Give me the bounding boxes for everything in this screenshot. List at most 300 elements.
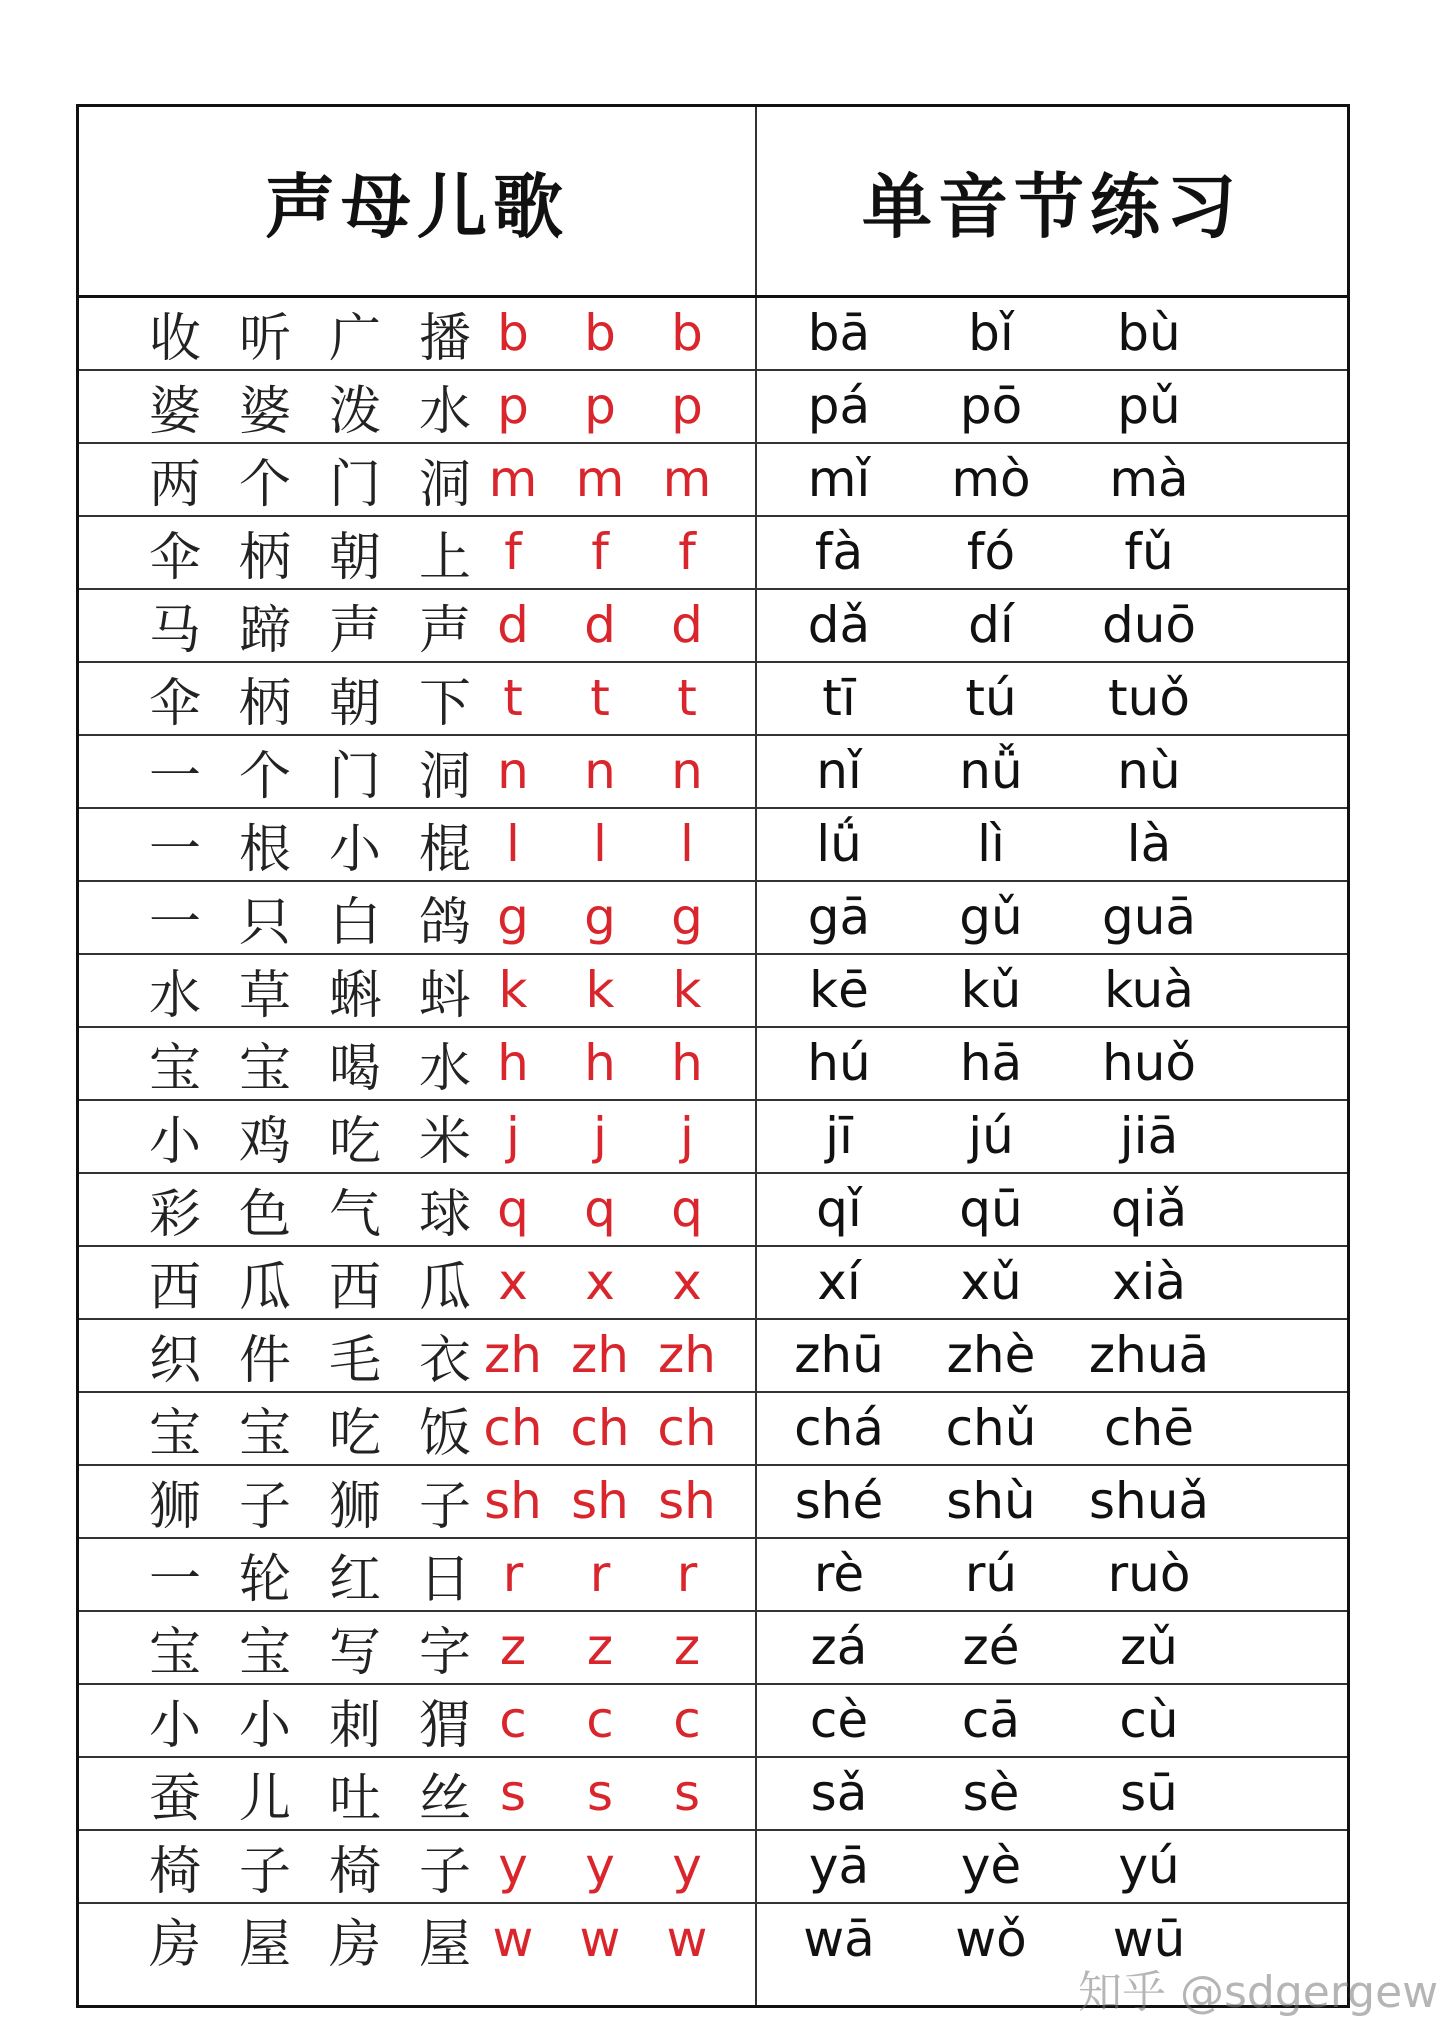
syllables-cell (759, 1612, 1347, 1683)
initial-letter: n (671, 742, 703, 800)
syllable: mǐ (807, 450, 871, 508)
rhyme-char: 瓜 (238, 1258, 291, 1318)
rhyme-char: 洞 (418, 455, 471, 515)
syllable: qiǎ (1110, 1180, 1188, 1238)
initial-letter: m (662, 450, 712, 508)
rhyme-cell (145, 1831, 475, 1902)
syllable: fà (814, 523, 864, 581)
table-row (79, 736, 1347, 809)
initial-letter: m (488, 450, 538, 508)
initial-letter: f (678, 523, 696, 581)
initial-letter: f (591, 523, 609, 581)
syllable: hā (959, 1034, 1023, 1092)
initial-letter: k (498, 961, 528, 1019)
rhyme-char: 房 (148, 1915, 201, 1975)
syllable: rú (964, 1545, 1018, 1603)
syllables-cell (759, 882, 1347, 953)
syllable: fó (966, 523, 1016, 581)
rhyme-cell (145, 663, 475, 734)
rhyme-char: 柄 (238, 528, 291, 588)
syllable: wū (1112, 1910, 1186, 1968)
syllable: zé (962, 1618, 1020, 1676)
initials-cell (463, 371, 763, 442)
initial-letter: zh (658, 1326, 716, 1384)
rhyme-char: 水 (418, 1039, 471, 1099)
pinyin-table (76, 104, 1350, 2008)
initials-cell (463, 1685, 763, 1756)
initial-letter: g (671, 888, 703, 946)
rhyme-char: 一 (148, 820, 201, 880)
syllable: qǐ (816, 1180, 862, 1238)
rhyme-char: 写 (328, 1623, 381, 1683)
syllables-cell (759, 517, 1347, 588)
initial-letter: s (586, 1764, 614, 1822)
initial-letter: z (499, 1618, 527, 1676)
rhyme-char: 鸡 (238, 1112, 291, 1172)
initials-cell (463, 590, 763, 661)
table-row (79, 1393, 1347, 1466)
syllables-cell (759, 1028, 1347, 1099)
initial-letter: s (499, 1764, 527, 1822)
syllable: fǔ (1124, 523, 1174, 581)
rhyme-char: 蚕 (148, 1769, 201, 1829)
initial-letter: p (584, 377, 616, 435)
watermark: 知乎 @sdgergew (1078, 1967, 1439, 2018)
syllable: cè (809, 1691, 869, 1749)
initial-letter: f (504, 523, 522, 581)
syllable: zǔ (1120, 1618, 1178, 1676)
initials-cell (463, 1101, 763, 1172)
rhyme-cell (145, 1101, 475, 1172)
syllables-cell (759, 444, 1347, 515)
syllable: dǎ (807, 596, 871, 654)
syllable: gā (807, 888, 871, 946)
rhyme-char: 吃 (328, 1112, 381, 1172)
initial-letter: x (672, 1253, 702, 1311)
initial-letter: c (586, 1691, 614, 1749)
table-row (79, 590, 1347, 663)
rhyme-char: 球 (418, 1185, 471, 1245)
initial-letter: p (497, 377, 529, 435)
syllable: xí (817, 1253, 861, 1311)
rhyme-cell (145, 1685, 475, 1756)
initial-letter: sh (484, 1472, 542, 1530)
initial-letter: s (673, 1764, 701, 1822)
rhyme-char: 丝 (418, 1769, 471, 1829)
initial-letter: sh (571, 1472, 629, 1530)
rhyme-cell (145, 371, 475, 442)
rhyme-char: 草 (238, 966, 291, 1026)
rhyme-cell (145, 590, 475, 661)
syllable: kǔ (960, 961, 1022, 1019)
rhyme-char: 棍 (418, 820, 471, 880)
initial-letter: m (575, 450, 625, 508)
initial-letter: q (584, 1180, 616, 1238)
initial-letter: z (673, 1618, 701, 1676)
rhyme-char: 上 (418, 528, 471, 588)
initial-letter: d (584, 596, 616, 654)
rhyme-cell (145, 1393, 475, 1464)
initial-letter: ch (657, 1399, 717, 1457)
syllable: dí (968, 596, 1014, 654)
syllable: kuà (1104, 961, 1194, 1019)
initials-cell (463, 809, 763, 880)
rhyme-char: 马 (148, 601, 201, 661)
initial-letter: ch (570, 1399, 630, 1457)
initial-letter: c (499, 1691, 527, 1749)
initial-letter: h (497, 1034, 529, 1092)
rhyme-char: 伞 (148, 674, 201, 734)
rhyme-cell (145, 1904, 475, 1975)
rhyme-char: 水 (148, 966, 201, 1026)
rhyme-char: 气 (328, 1185, 381, 1245)
rhyme-char: 广 (328, 309, 381, 369)
initial-letter: r (676, 1545, 698, 1603)
rhyme-char: 听 (238, 309, 291, 369)
initial-letter: t (503, 669, 523, 727)
syllable: jī (825, 1107, 853, 1165)
rhyme-char: 伞 (148, 528, 201, 588)
initial-letter: k (585, 961, 615, 1019)
rhyme-char: 刺 (328, 1696, 381, 1756)
initial-letter: h (671, 1034, 703, 1092)
initial-letter: n (584, 742, 616, 800)
initial-letter: x (498, 1253, 528, 1311)
rhyme-char: 宝 (238, 1623, 291, 1683)
initials-cell (463, 1831, 763, 1902)
initial-letter: r (502, 1545, 524, 1603)
syllables-cell (759, 1174, 1347, 1245)
rhyme-cell (145, 1758, 475, 1829)
syllables-cell (759, 1831, 1347, 1902)
syllable: jú (968, 1107, 1014, 1165)
initial-letter: z (586, 1618, 614, 1676)
initials-cell (463, 1028, 763, 1099)
syllable: mà (1109, 450, 1189, 508)
table-row (79, 1612, 1347, 1685)
rhyme-char: 彩 (148, 1185, 201, 1245)
rhyme-char: 宝 (148, 1623, 201, 1683)
rhyme-cell (145, 882, 475, 953)
initials-cell (463, 1758, 763, 1829)
syllable: là (1126, 815, 1172, 873)
rhyme-char: 播 (418, 309, 471, 369)
syllables-cell (759, 298, 1347, 369)
syllable: nǐ (816, 742, 862, 800)
rhyme-char: 朝 (328, 528, 381, 588)
rhyme-char: 轮 (238, 1550, 291, 1610)
syllable: nǚ (959, 742, 1023, 800)
rhyme-char: 红 (328, 1550, 381, 1610)
initials-cell (463, 955, 763, 1026)
rhyme-char: 儿 (238, 1769, 291, 1829)
syllable: kē (809, 961, 869, 1019)
rhyme-char: 小 (148, 1696, 201, 1756)
table-row (79, 1539, 1347, 1612)
initials-cell (463, 1247, 763, 1318)
syllable: nù (1117, 742, 1181, 800)
syllable: huǒ (1102, 1034, 1196, 1092)
table-row (79, 1101, 1347, 1174)
rhyme-char: 只 (238, 893, 291, 953)
rhyme-char: 房 (328, 1915, 381, 1975)
rhyme-char: 小 (328, 820, 381, 880)
initial-letter: t (590, 669, 610, 727)
rhyme-char: 婆 (148, 382, 201, 442)
syllable: jiā (1119, 1107, 1179, 1165)
syllable: chá (794, 1399, 884, 1457)
initial-letter: b (584, 304, 616, 362)
rhyme-char: 椅 (148, 1842, 201, 1902)
initial-letter: w (492, 1910, 534, 1968)
syllable: chē (1104, 1399, 1194, 1457)
initial-letter: b (671, 304, 703, 362)
rhyme-char: 猬 (418, 1696, 471, 1756)
syllable: shuǎ (1088, 1472, 1210, 1530)
initials-cell (463, 517, 763, 588)
rhyme-char: 屋 (238, 1915, 291, 1975)
rhyme-char: 宝 (238, 1039, 291, 1099)
initial-letter: p (671, 377, 703, 435)
syllables-cell (759, 1758, 1347, 1829)
initial-letter: g (497, 888, 529, 946)
syllable: cù (1119, 1691, 1179, 1749)
syllable: yè (960, 1837, 1022, 1895)
syllable: wǒ (955, 1910, 1027, 1968)
initial-letter: sh (658, 1472, 716, 1530)
rhyme-char: 子 (238, 1477, 291, 1537)
rhyme-char: 饭 (418, 1404, 471, 1464)
syllable: guā (1101, 888, 1197, 946)
initial-letter: j (506, 1107, 520, 1165)
table-row (79, 517, 1347, 590)
table-body (79, 298, 1347, 2005)
rhyme-char: 吃 (328, 1404, 381, 1464)
initial-letter: j (680, 1107, 694, 1165)
syllable: bù (1117, 304, 1181, 362)
syllable: mò (951, 450, 1031, 508)
rhyme-char: 个 (238, 455, 291, 515)
table-row (79, 298, 1347, 371)
syllable: rè (813, 1545, 865, 1603)
rhyme-char: 西 (148, 1258, 201, 1318)
rhyme-char: 屋 (418, 1915, 471, 1975)
table-row (79, 882, 1347, 955)
initial-letter: l (680, 815, 694, 873)
initial-letter: q (497, 1180, 529, 1238)
rhyme-char: 小 (238, 1696, 291, 1756)
rhyme-char: 蚪 (418, 966, 471, 1026)
initial-letter: d (497, 596, 529, 654)
rhyme-char: 一 (148, 747, 201, 807)
initial-letter: b (497, 304, 529, 362)
syllable: duō (1101, 596, 1197, 654)
rhyme-char: 柄 (238, 674, 291, 734)
syllables-cell (759, 371, 1347, 442)
initial-letter: h (584, 1034, 616, 1092)
syllable: qū (959, 1180, 1023, 1238)
rhyme-char: 声 (418, 601, 471, 661)
table-row (79, 1247, 1347, 1320)
initial-letter: l (593, 815, 607, 873)
rhyme-char: 子 (418, 1477, 471, 1537)
syllable: chǔ (945, 1399, 1037, 1457)
initial-letter: r (589, 1545, 611, 1603)
rhyme-char: 朝 (328, 674, 381, 734)
syllable: sǎ (810, 1764, 868, 1822)
rhyme-char: 色 (238, 1185, 291, 1245)
initial-letter: zh (484, 1326, 542, 1384)
rhyme-char: 门 (328, 747, 381, 807)
rhyme-cell (145, 1466, 475, 1537)
rhyme-char: 瓜 (418, 1258, 471, 1318)
syllable: ruò (1107, 1545, 1191, 1603)
rhyme-char: 两 (148, 455, 201, 515)
syllable: sè (962, 1764, 1020, 1822)
initial-letter: q (671, 1180, 703, 1238)
initial-letter: ch (483, 1399, 543, 1457)
rhyme-cell (145, 1247, 475, 1318)
syllable: zhuā (1088, 1326, 1210, 1384)
rhyme-char: 衣 (418, 1331, 471, 1391)
rhyme-cell (145, 298, 475, 369)
table-row (79, 444, 1347, 517)
syllable: zá (810, 1618, 868, 1676)
syllables-cell (759, 1320, 1347, 1391)
table-row (79, 1758, 1347, 1831)
table-row (79, 809, 1347, 882)
rhyme-char: 白 (328, 893, 381, 953)
initials-cell (463, 1393, 763, 1464)
rhyme-char: 根 (238, 820, 291, 880)
rhyme-char: 宝 (148, 1404, 201, 1464)
syllables-cell (759, 736, 1347, 807)
rhyme-char: 宝 (148, 1039, 201, 1099)
initials-cell (463, 1539, 763, 1610)
rhyme-char: 字 (418, 1623, 471, 1683)
syllable: cā (961, 1691, 1021, 1749)
initial-letter: t (677, 669, 697, 727)
rhyme-char: 鸽 (418, 893, 471, 953)
initial-letter: j (593, 1107, 607, 1165)
table-header (79, 107, 1347, 298)
initial-letter: w (666, 1910, 708, 1968)
table-row (79, 1174, 1347, 1247)
rhyme-char: 子 (418, 1842, 471, 1902)
initials-cell (463, 1466, 763, 1537)
initials-cell (463, 444, 763, 515)
rhyme-char: 蝌 (328, 966, 381, 1026)
rhyme-cell (145, 1320, 475, 1391)
rhyme-cell (145, 517, 475, 588)
rhyme-char: 椅 (328, 1842, 381, 1902)
rhyme-cell (145, 1612, 475, 1683)
table-row (79, 1320, 1347, 1393)
rhyme-char: 一 (148, 1550, 201, 1610)
syllables-cell (759, 1393, 1347, 1464)
syllable: gǔ (959, 888, 1023, 946)
syllable: wā (803, 1910, 875, 1968)
header-right-title: 单音节练习 (862, 164, 1242, 248)
initial-letter: n (497, 742, 529, 800)
syllable: lì (977, 815, 1005, 873)
syllable: tuǒ (1108, 669, 1190, 727)
initial-letter: y (672, 1837, 702, 1895)
rhyme-char: 毛 (328, 1331, 381, 1391)
initials-cell (463, 1904, 763, 1975)
header-left-title: 声母儿歌 (265, 164, 569, 248)
syllables-cell (759, 1101, 1347, 1172)
rhyme-char: 个 (238, 747, 291, 807)
syllable: sū (1120, 1764, 1178, 1822)
rhyme-char: 米 (418, 1112, 471, 1172)
rhyme-char: 织 (148, 1331, 201, 1391)
syllable: zhè (946, 1326, 1036, 1384)
syllable: bā (807, 304, 871, 362)
rhyme-char: 狮 (148, 1477, 201, 1537)
syllables-cell (759, 1466, 1347, 1537)
table-row (79, 663, 1347, 736)
initial-letter: c (673, 1691, 701, 1749)
rhyme-char: 小 (148, 1112, 201, 1172)
table-row (79, 1466, 1347, 1539)
syllable: bǐ (968, 304, 1014, 362)
rhyme-cell (145, 444, 475, 515)
rhyme-char: 一 (148, 893, 201, 953)
syllable: shé (794, 1472, 884, 1530)
rhyme-char: 件 (238, 1331, 291, 1391)
initials-cell (463, 736, 763, 807)
syllable: xià (1111, 1253, 1187, 1311)
table-row (79, 1831, 1347, 1904)
rhyme-cell (145, 1174, 475, 1245)
initial-letter: y (585, 1837, 615, 1895)
initial-letter: l (506, 815, 520, 873)
initials-cell (463, 1612, 763, 1683)
syllable: yā (808, 1837, 870, 1895)
initials-cell (463, 663, 763, 734)
syllable: tú (965, 669, 1017, 727)
initials-cell (463, 298, 763, 369)
rhyme-cell (145, 809, 475, 880)
syllable: hú (807, 1034, 871, 1092)
syllables-cell (759, 590, 1347, 661)
rhyme-char: 洞 (418, 747, 471, 807)
rhyme-char: 吐 (328, 1769, 381, 1829)
rhyme-char: 水 (418, 382, 471, 442)
rhyme-cell (145, 955, 475, 1026)
rhyme-char: 下 (418, 674, 471, 734)
syllables-cell (759, 663, 1347, 734)
rhyme-char: 婆 (238, 382, 291, 442)
rhyme-char: 门 (328, 455, 381, 515)
syllable: shù (946, 1472, 1036, 1530)
rhyme-char: 蹄 (238, 601, 291, 661)
initials-cell (463, 1320, 763, 1391)
syllables-cell (759, 809, 1347, 880)
initials-cell (463, 1174, 763, 1245)
rhyme-char: 收 (148, 309, 201, 369)
initial-letter: zh (571, 1326, 629, 1384)
rhyme-char: 西 (328, 1258, 381, 1318)
syllables-cell (759, 1539, 1347, 1610)
rhyme-char: 喝 (328, 1039, 381, 1099)
initial-letter: y (498, 1837, 528, 1895)
table-row (79, 955, 1347, 1028)
syllables-cell (759, 1247, 1347, 1318)
syllable: xǔ (960, 1253, 1022, 1311)
rhyme-char: 泼 (328, 382, 381, 442)
